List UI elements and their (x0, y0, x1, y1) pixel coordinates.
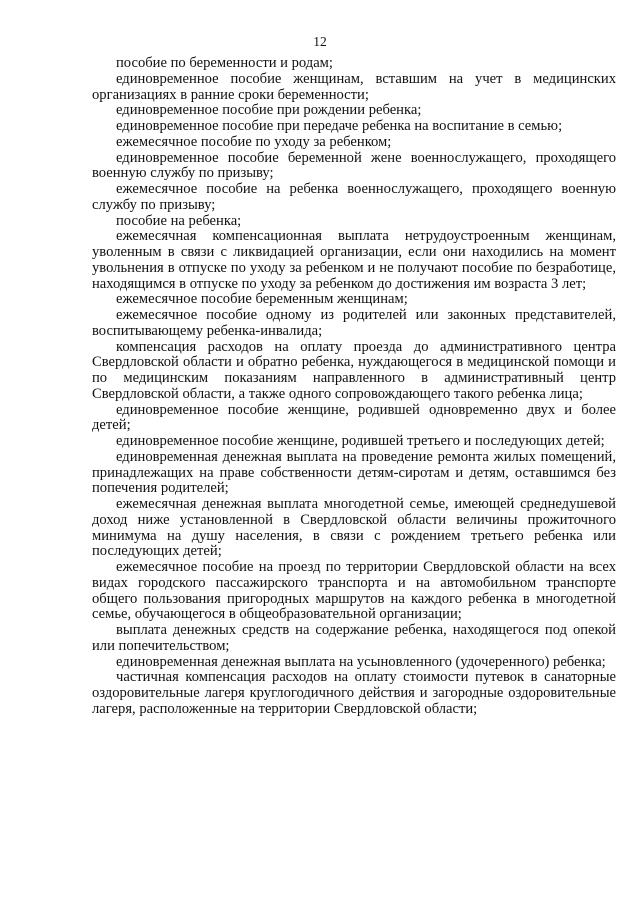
list-item: единовременная денежная выплата на проведение ремонта жилых помещений, принадлежащих на праве собственности детям-сиротам и детям, оставшимся без попечения родителей; (92, 448, 616, 497)
list-item: единовременное пособие при передаче ребенка на воспитание в семью; (116, 118, 563, 134)
page-number: 12 (313, 34, 327, 49)
list-item: единовременное пособие женщинам, вставшим на учет в медицинских организациях в ранние сроки беременности; (92, 70, 616, 103)
list-item: ежемесячное пособие одному из родителей или законных представителей, воспитывающему ребенка-инвалида; (92, 307, 616, 339)
list-item: ежемесячное пособие по уходу за ребенком; (116, 133, 392, 150)
list-item: выплата денежных средств на содержание ребенка, находящегося под опекой или попечительством; (92, 622, 616, 654)
list-item: единовременная денежная выплата на усыновленного (удочеренного) ребенка; (116, 653, 606, 670)
list-item: ежемесячное пособие на проезд по территории Свердловской области на всех видах городского пассажирского транспорта и на автомобильном транспорте общего пользования пригородных маршрутов на каждого ребенка в многодетной семье, обучающегося в общеобразовательной организации; (92, 559, 616, 623)
list-item: ежемесячная денежная выплата многодетной семье, имеющей среднедушевой доход ниже установленной в Свердловской области величины прожиточного минимума на душу населения, в связи с рождением третьего ребенка или последующих детей; (92, 496, 616, 560)
benefits-list (92, 56, 616, 718)
list-item: пособие на ребенка; (116, 212, 242, 229)
list-item: единовременное пособие беременной жене военнослужащего, проходящего военную службу по призыву; (92, 149, 616, 182)
list-item: единовременное пособие при рождении ребенка; (116, 102, 422, 119)
list-item: ежемесячное пособие беременным женщинам; (116, 291, 408, 308)
list-item: ежемесячная компенсационная выплата нетрудоустроенным женщинам, уволенным в связи с ликвидацией организации, если они находились на момент увольнения в отпуске по уходу за ребенком и не получают пособие по безработице, находящимся в отпуске по уходу за ребенком до достижения им возраста 3 лет; (92, 228, 616, 292)
list-item: компенсация расходов на оплату проезда до административного центра Свердловской области и обратно ребенка, нуждающегося в медицинской помощи и по медицинским показаниям направленного в административный центр Свердловской области, а также одного сопровождающего такого ребенка лица; (92, 338, 616, 402)
list-item: частичная компенсация расходов на оплату стоимости путевок в санаторные оздоровительные лагеря круглогодичного действия и загородные оздоровительные лагеря, расположенные на территории Свердловской области; (92, 669, 616, 717)
list-item: единовременное пособие женщине, родившей третьего и последующих детей; (116, 433, 605, 449)
list-item: единовременное пособие женщине, родившей одновременно двух и более детей; (92, 401, 616, 434)
list-item: ежемесячное пособие на ребенка военнослужащего, проходящего военную службу по призыву; (92, 181, 616, 213)
list-item: пособие по беременности и родам; (116, 55, 333, 71)
